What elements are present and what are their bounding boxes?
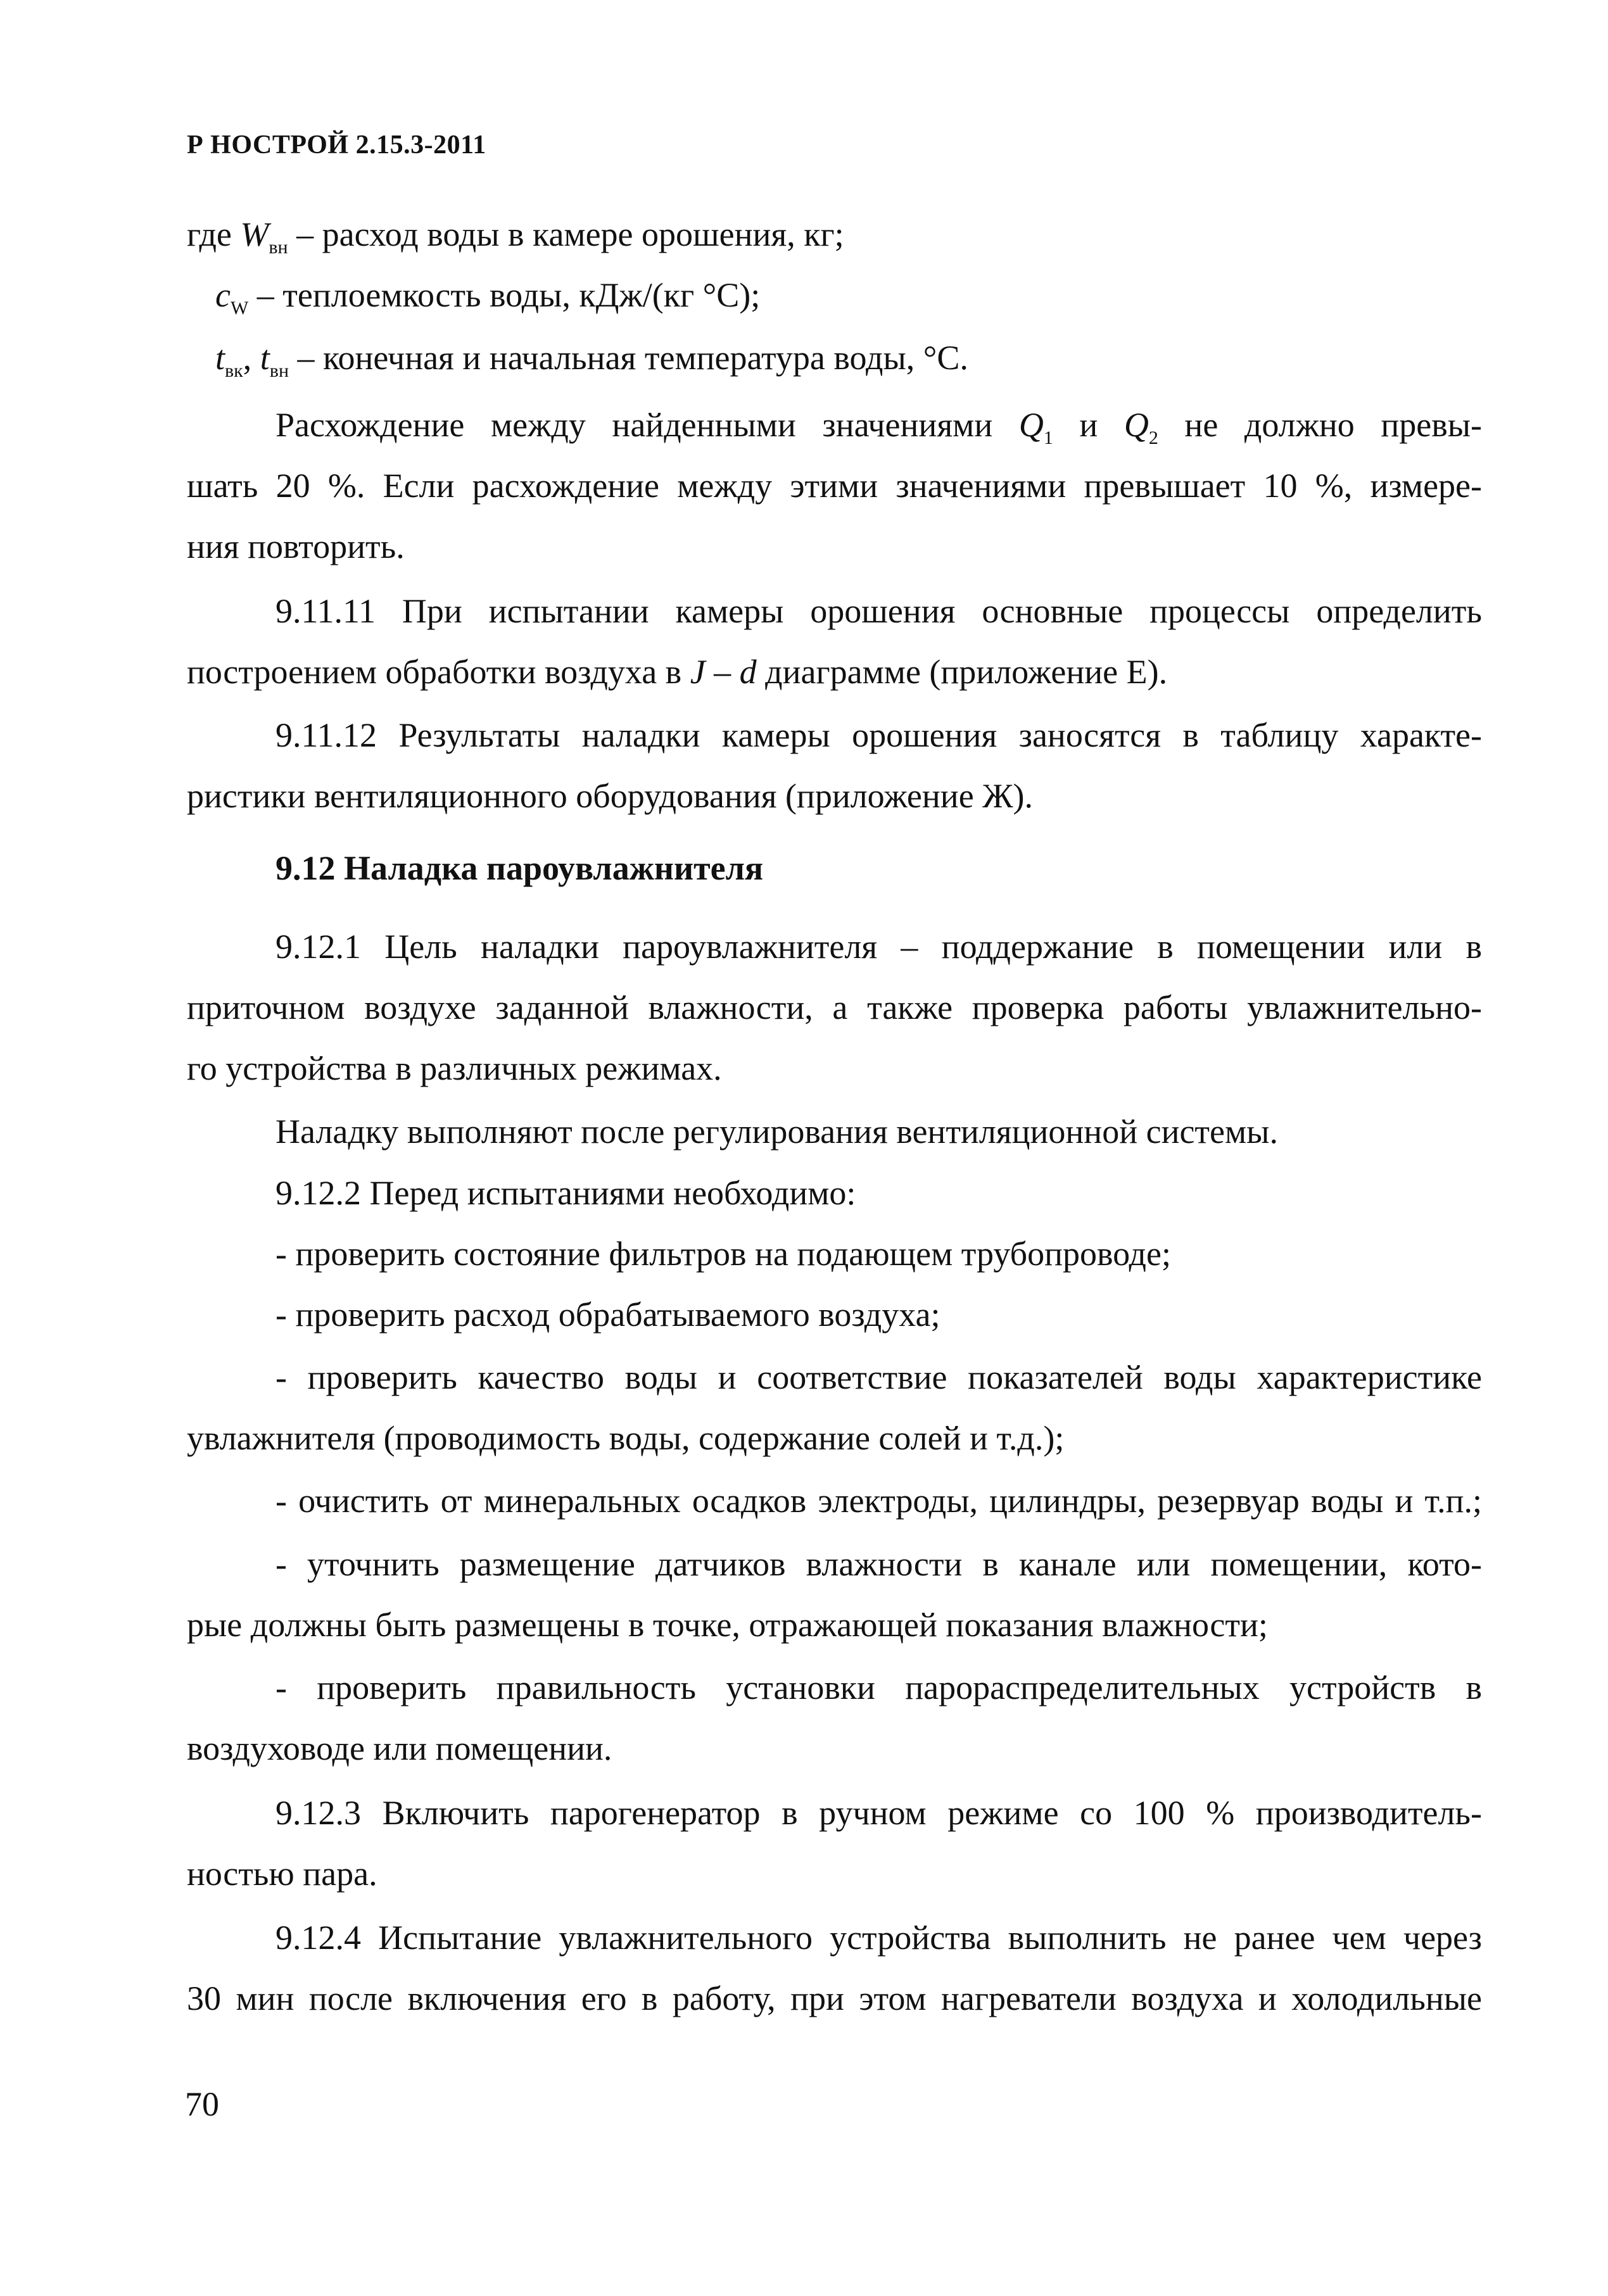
list-item: - уточнить размещение датчиков влажности в канале или помещении, кото- (275, 1545, 1482, 1583)
legend-t: $t_{вк}$, $t_{вн}$ – конечная и начальная температура воды, °C. (215, 339, 968, 381)
paragraph-setup: Наладку выполняют после регулирования вентиляционной системы. (275, 1113, 1278, 1151)
document-code-header: Р НОСТРОЙ 2.15.3-2011 (187, 130, 486, 160)
paragraph-9-12-4-line1: 9.12.4 Испытание увлажнительного устройства выполнить не ранее чем через (275, 1919, 1482, 1957)
paragraph-9-12-1-line3: го устройства в различных режимах. (187, 1049, 722, 1087)
paragraph-9-12-4-line2: 30 мин после включения его в работу, при этом нагреватели воздуха и холодильные (187, 1979, 1482, 2017)
list-item-continuation: воздуховоде или помещении. (187, 1729, 612, 1767)
page-number: 70 (185, 2085, 219, 2123)
paragraph-9-11-11-line2: построением обработки воздуха в J – d диаграмме (приложение Е). (187, 653, 1168, 691)
paragraph-discrepancy-line2: шать 20 %. Если расхождение между этими значениями превышает 10 %, измере- (187, 467, 1482, 505)
paragraph-9-11-11-line1: 9.11.11 При испытании камеры орошения основные процессы определить (275, 592, 1482, 630)
paragraph-9-12-3-line1: 9.12.3 Включить парогенератор в ручном режиме со 100 % производитель- (275, 1794, 1482, 1832)
legend-c: $c_W$ – теплоемкость воды, кДж/(кг °C); (215, 276, 761, 319)
list-item: - очистить от минеральных осадков электроды, цилиндры, резервуар воды и т.п.; (275, 1482, 1482, 1520)
paragraph-9-12-1-line1: 9.12.1 Цель наладки пароувлажнителя – поддержание в помещении или в (275, 928, 1482, 966)
list-item: - проверить правильность установки парораспределительных устройств в (275, 1668, 1482, 1706)
list-item: - проверить качество воды и соответствие показателей воды характеристике (275, 1358, 1482, 1396)
paragraph-9-12-1-line2: приточном воздухе заданной влажности, а также проверка работы увлажнительно- (187, 988, 1482, 1026)
section-heading-9-12: 9.12 Наладка пароувлажнителя (275, 849, 764, 887)
paragraph-discrepancy-line1: Расхождение между найденными значениями $Q_1$ и $Q_2$ не должно превы- (275, 406, 1482, 448)
paragraph-discrepancy-line3: ния повторить. (187, 527, 405, 565)
list-item-continuation: рые должны быть размещены в точке, отражающей показания влажности; (187, 1606, 1268, 1644)
list-item-continuation: увлажнителя (проводимость воды, содержание солей и т.д.); (187, 1419, 1065, 1457)
list-item: - проверить расход обрабатываемого воздуха; (275, 1296, 940, 1334)
paragraph-9-12-2: 9.12.2 Перед испытаниями необходимо: (275, 1174, 856, 1212)
paragraph-9-12-3-line2: ностью пара. (187, 1855, 377, 1893)
paragraph-9-11-12-line1: 9.11.12 Результаты наладки камеры орошения заносятся в таблицу характе- (275, 716, 1482, 754)
legend-w: где $W_{вн}$ – расход воды в камере орошения, кг; (187, 215, 844, 258)
list-item: - проверить состояние фильтров на подающем трубопроводе; (275, 1235, 1171, 1273)
paragraph-9-11-12-line2: ристики вентиляционного оборудования (приложение Ж). (187, 777, 1034, 815)
